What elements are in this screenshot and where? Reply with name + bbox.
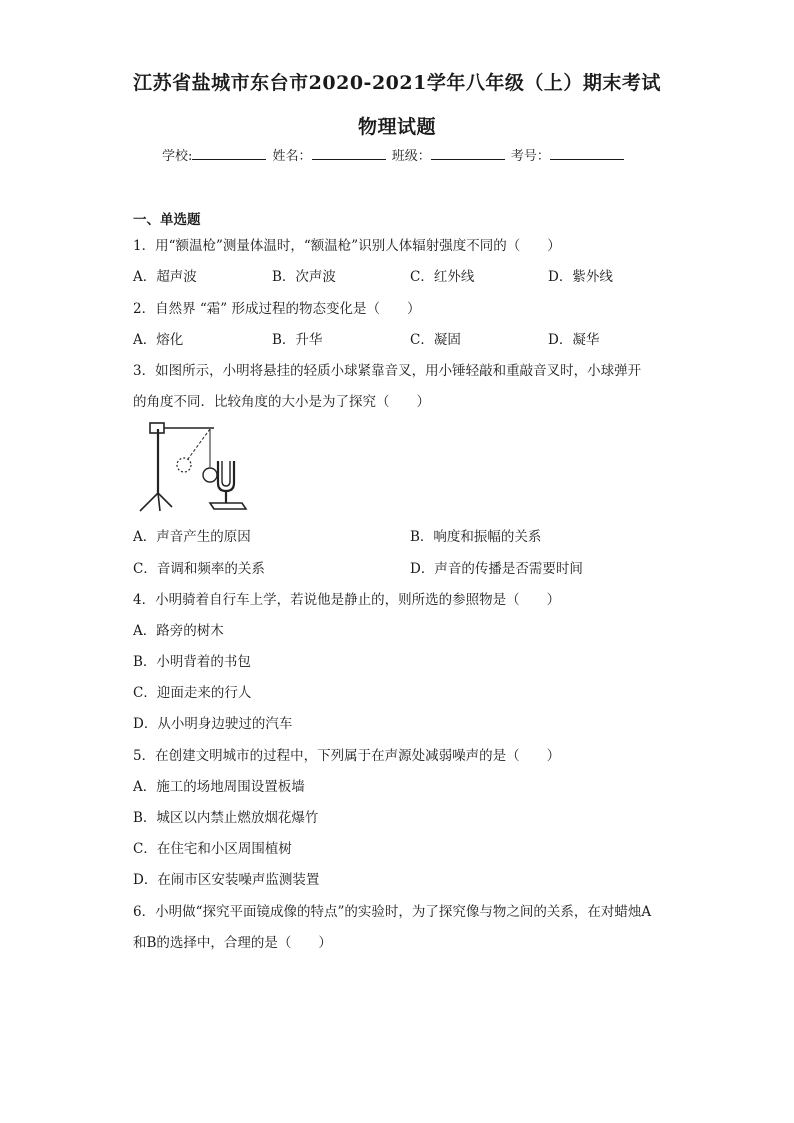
q5-option-c: C．在住宅和小区周围植树 [133, 841, 292, 857]
q3-option-a: A．声音产生的原因 [133, 529, 251, 545]
question-6-stem-line2: 和B的选择中，合理的是（ ） [133, 935, 332, 951]
question-6-stem-line1: 6．小明做“探究平面镜成像的特点”的实验时，为了探究像与物之间的关系，在对蜡烛A [133, 904, 652, 920]
exam-number-blank [550, 145, 624, 160]
q4-option-b: B．小明背着的书包 [133, 654, 251, 670]
class-blank [431, 145, 505, 160]
q2-option-c: C．凝固 [410, 332, 461, 348]
q4-option-c: C．迎面走来的行人 [133, 685, 252, 701]
q5-option-a: A．施工的场地周围设置板墙 [133, 779, 305, 795]
q3-option-b: B．响度和振幅的关系 [410, 529, 542, 545]
question-1-stem: 1．用“额温枪”测量体温时，“额温枪”识别人体辐射强度不同的（ ） [133, 238, 561, 254]
q1-option-d: D．紫外线 [548, 269, 613, 285]
name-label: 姓名： [272, 149, 312, 164]
section-heading: 一、单选题 [133, 212, 201, 228]
q1-option-a: A．超声波 [133, 269, 197, 285]
school-label: 学校: [162, 149, 193, 164]
q5-option-b: B．城区以内禁止燃放烟花爆竹 [133, 810, 319, 826]
q2-option-a: A．熔化 [133, 332, 184, 348]
class-label: 班级： [391, 149, 431, 164]
tuning-fork-pendulum-figure [130, 415, 250, 515]
q2-option-d: D．凝华 [548, 332, 600, 348]
name-blank [312, 145, 386, 160]
q4-option-d: D．从小明身边驶过的汽车 [133, 716, 293, 732]
question-4-stem: 4．小明骑着自行车上学，若说他是静止的，则所选的参照物是（ ） [133, 592, 561, 608]
school-blank [192, 145, 266, 160]
exam-title: 江苏省盐城市东台市2020-2021学年八年级（上）期末考试 [133, 72, 661, 94]
question-3-stem-line1: 3．如图所示，小明将悬挂的轻质小球紧靠音叉，用小锤轻敲和重敲音叉时，小球弹开 [133, 363, 642, 379]
q1-option-b: B．次声波 [272, 269, 336, 285]
question-5-stem: 5．在创建文明城市的过程中，下列属于在声源处减弱噪声的是（ ） [133, 748, 561, 764]
question-3-stem-line2: 的角度不同．比较角度的大小是为了探究（ ） [133, 394, 430, 410]
q2-option-b: B．升华 [272, 332, 323, 348]
q1-option-c: C．红外线 [410, 269, 475, 285]
q3-option-c: C．音调和频率的关系 [133, 561, 265, 577]
q4-option-a: A．路旁的树木 [133, 623, 224, 639]
exam-number-label: 考号： [510, 149, 550, 164]
q5-option-d: D．在闹市区安装噪声监测装置 [133, 872, 320, 888]
student-info-row [162, 145, 682, 164]
exam-subject: 物理试题 [357, 116, 436, 138]
q3-option-d: D．声音的传播是否需要时间 [410, 561, 583, 577]
question-2-stem: 2．自然界 “霜” 形成过程的物态变化是（ ） [133, 301, 421, 317]
